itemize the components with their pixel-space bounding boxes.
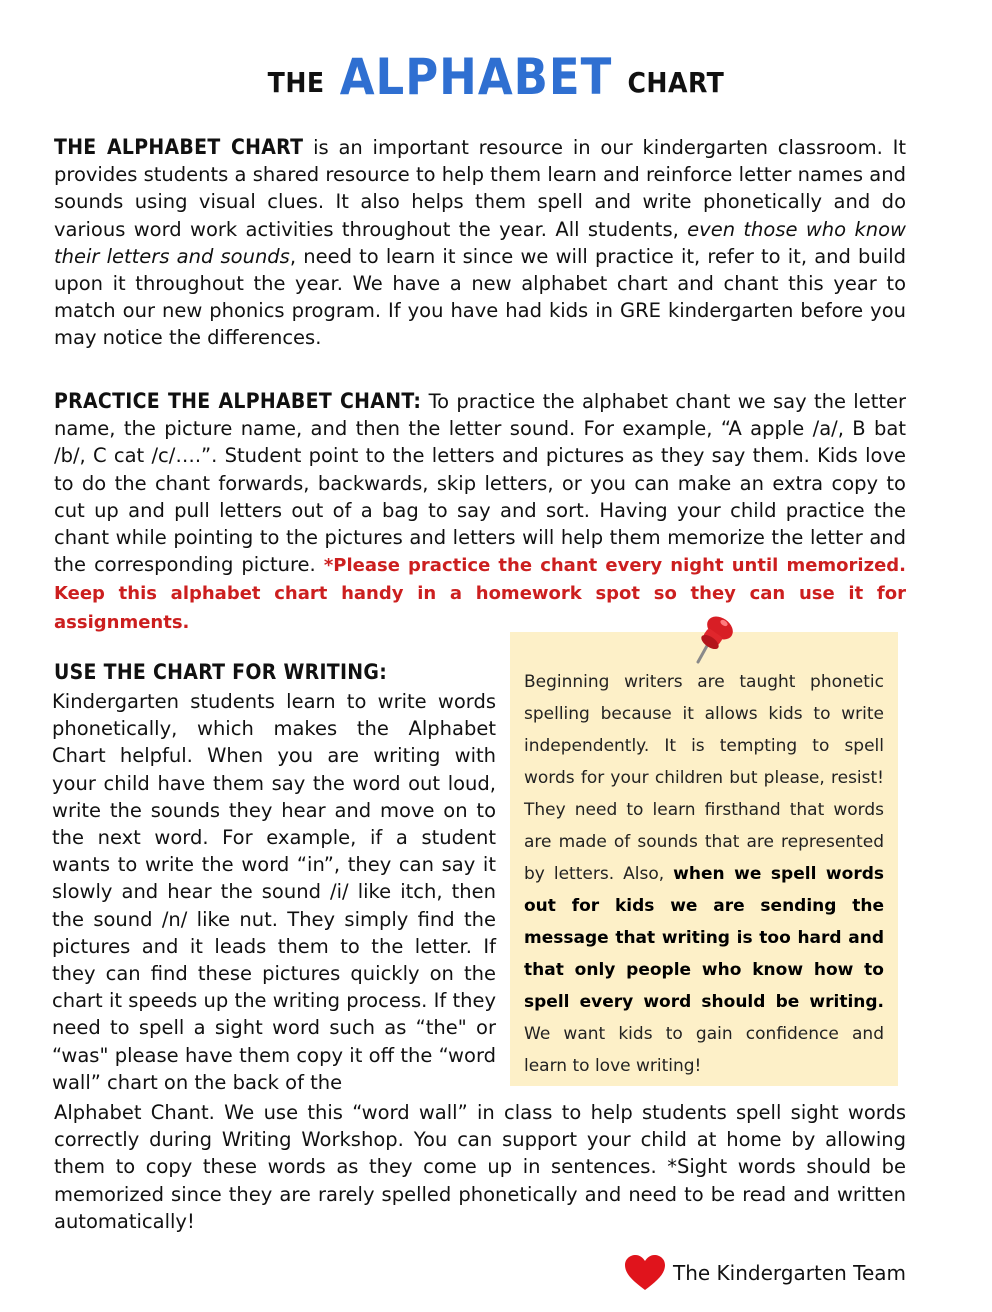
signature [623,1254,906,1292]
intro-paragraph [54,134,906,352]
practice-heading: PRACTICE THE ALPHABET CHANT: [54,389,422,413]
note-bold: when we spell words out for kids we are sending the message that writing is too hard and that only people who know how to spell every word should be writing. [524,864,884,1012]
intro-heading: THE ALPHABET CHART [54,135,304,159]
page-title [0,48,992,106]
heart-icon [623,1254,667,1292]
practice-text: To practice the alphabet chant we say the letter name, the picture name, and then the letter sound. For example, “A apple /a/, B bat /b/, C cat /c/….”. Student point to the letters and pictures as they say them. Kids love to do the chant forwards, backwards, skip letters, or you can make an extra copy to cut up and pull letters out of a bag to say and sort. Having your child practice the chant while pointing to the pictures and letters will help them memorize the letter and the corresponding picture. [54,390,907,577]
practice-paragraph [54,388,906,636]
writing-heading: USE THE CHART FOR WRITING: [54,660,388,684]
note-text-2: We want kids to gain confidence and learn to love writing! [524,1024,884,1076]
writing-paragraph: Kindergarten students learn to write words phonetically, which makes the Alphabet Chart helpful. When you are writing with your child have them say the word out loud, write the sounds they hear and move on to the next word. For example, if a student wants to write the word “in”, they can say it slowly and hear the sound /i/ like itch, then the sound /n/ like nut. They simply find the pictures and it leads them to the letter. If they can find these pictures quickly on the chart it speeds up the writing process. If they need to spell a sight word such as “the" or “was" please have them copy it off the “word wall” chart on the back of the [52,690,496,1094]
tip-note [510,632,898,1086]
title-main: ALPHABET [339,48,613,106]
pushpin-icon [686,608,746,668]
intro-text-2: , need to learn it since we will practice it, refer to it, and build upon it throughout the year. We have a new alphabet chart and chant this year to match our new phonics program. If you have had kids in GRE kindergarten before you may notice the differences. [54,244,906,350]
signature-text: The Kindergarten Team [673,1261,906,1285]
title-suffix: CHART [627,66,725,99]
note-text: Beginning writers are taught phonetic spelling because it allows kids to write independently. It is tempting to spell words for your children but please, resist! They need to learn firsthand that words are made of sounds that are represented by letters. Also, [524,672,884,884]
writing-continued-paragraph: Alphabet Chant. We use this “word wall” in class to help students spell sight words correctly during Writing Workshop. You can support your child at home by allowing them to copy these words as they come up in sentences. *Sight words should be memorized since they are rarely spelled phonetically and need to be read and written automatically! [54,1101,906,1233]
intro-text: is an important resource in our kindergarten classroom. It provides students a shared resource to help them learn and reinforce letter names and sounds using visual clues. It also helps them spell and write phonetically and do various word work activities throughout the year. All students, [54,136,906,241]
intro-italic: even those who know their letters and sounds [54,217,906,268]
title-prefix: THE [267,66,325,99]
practice-highlight: *Please practice the chant every night until memorized. Keep this alphabet chart handy in a homework spot so they can use it for assignments. [54,555,906,633]
tip-note-text [524,666,884,1082]
